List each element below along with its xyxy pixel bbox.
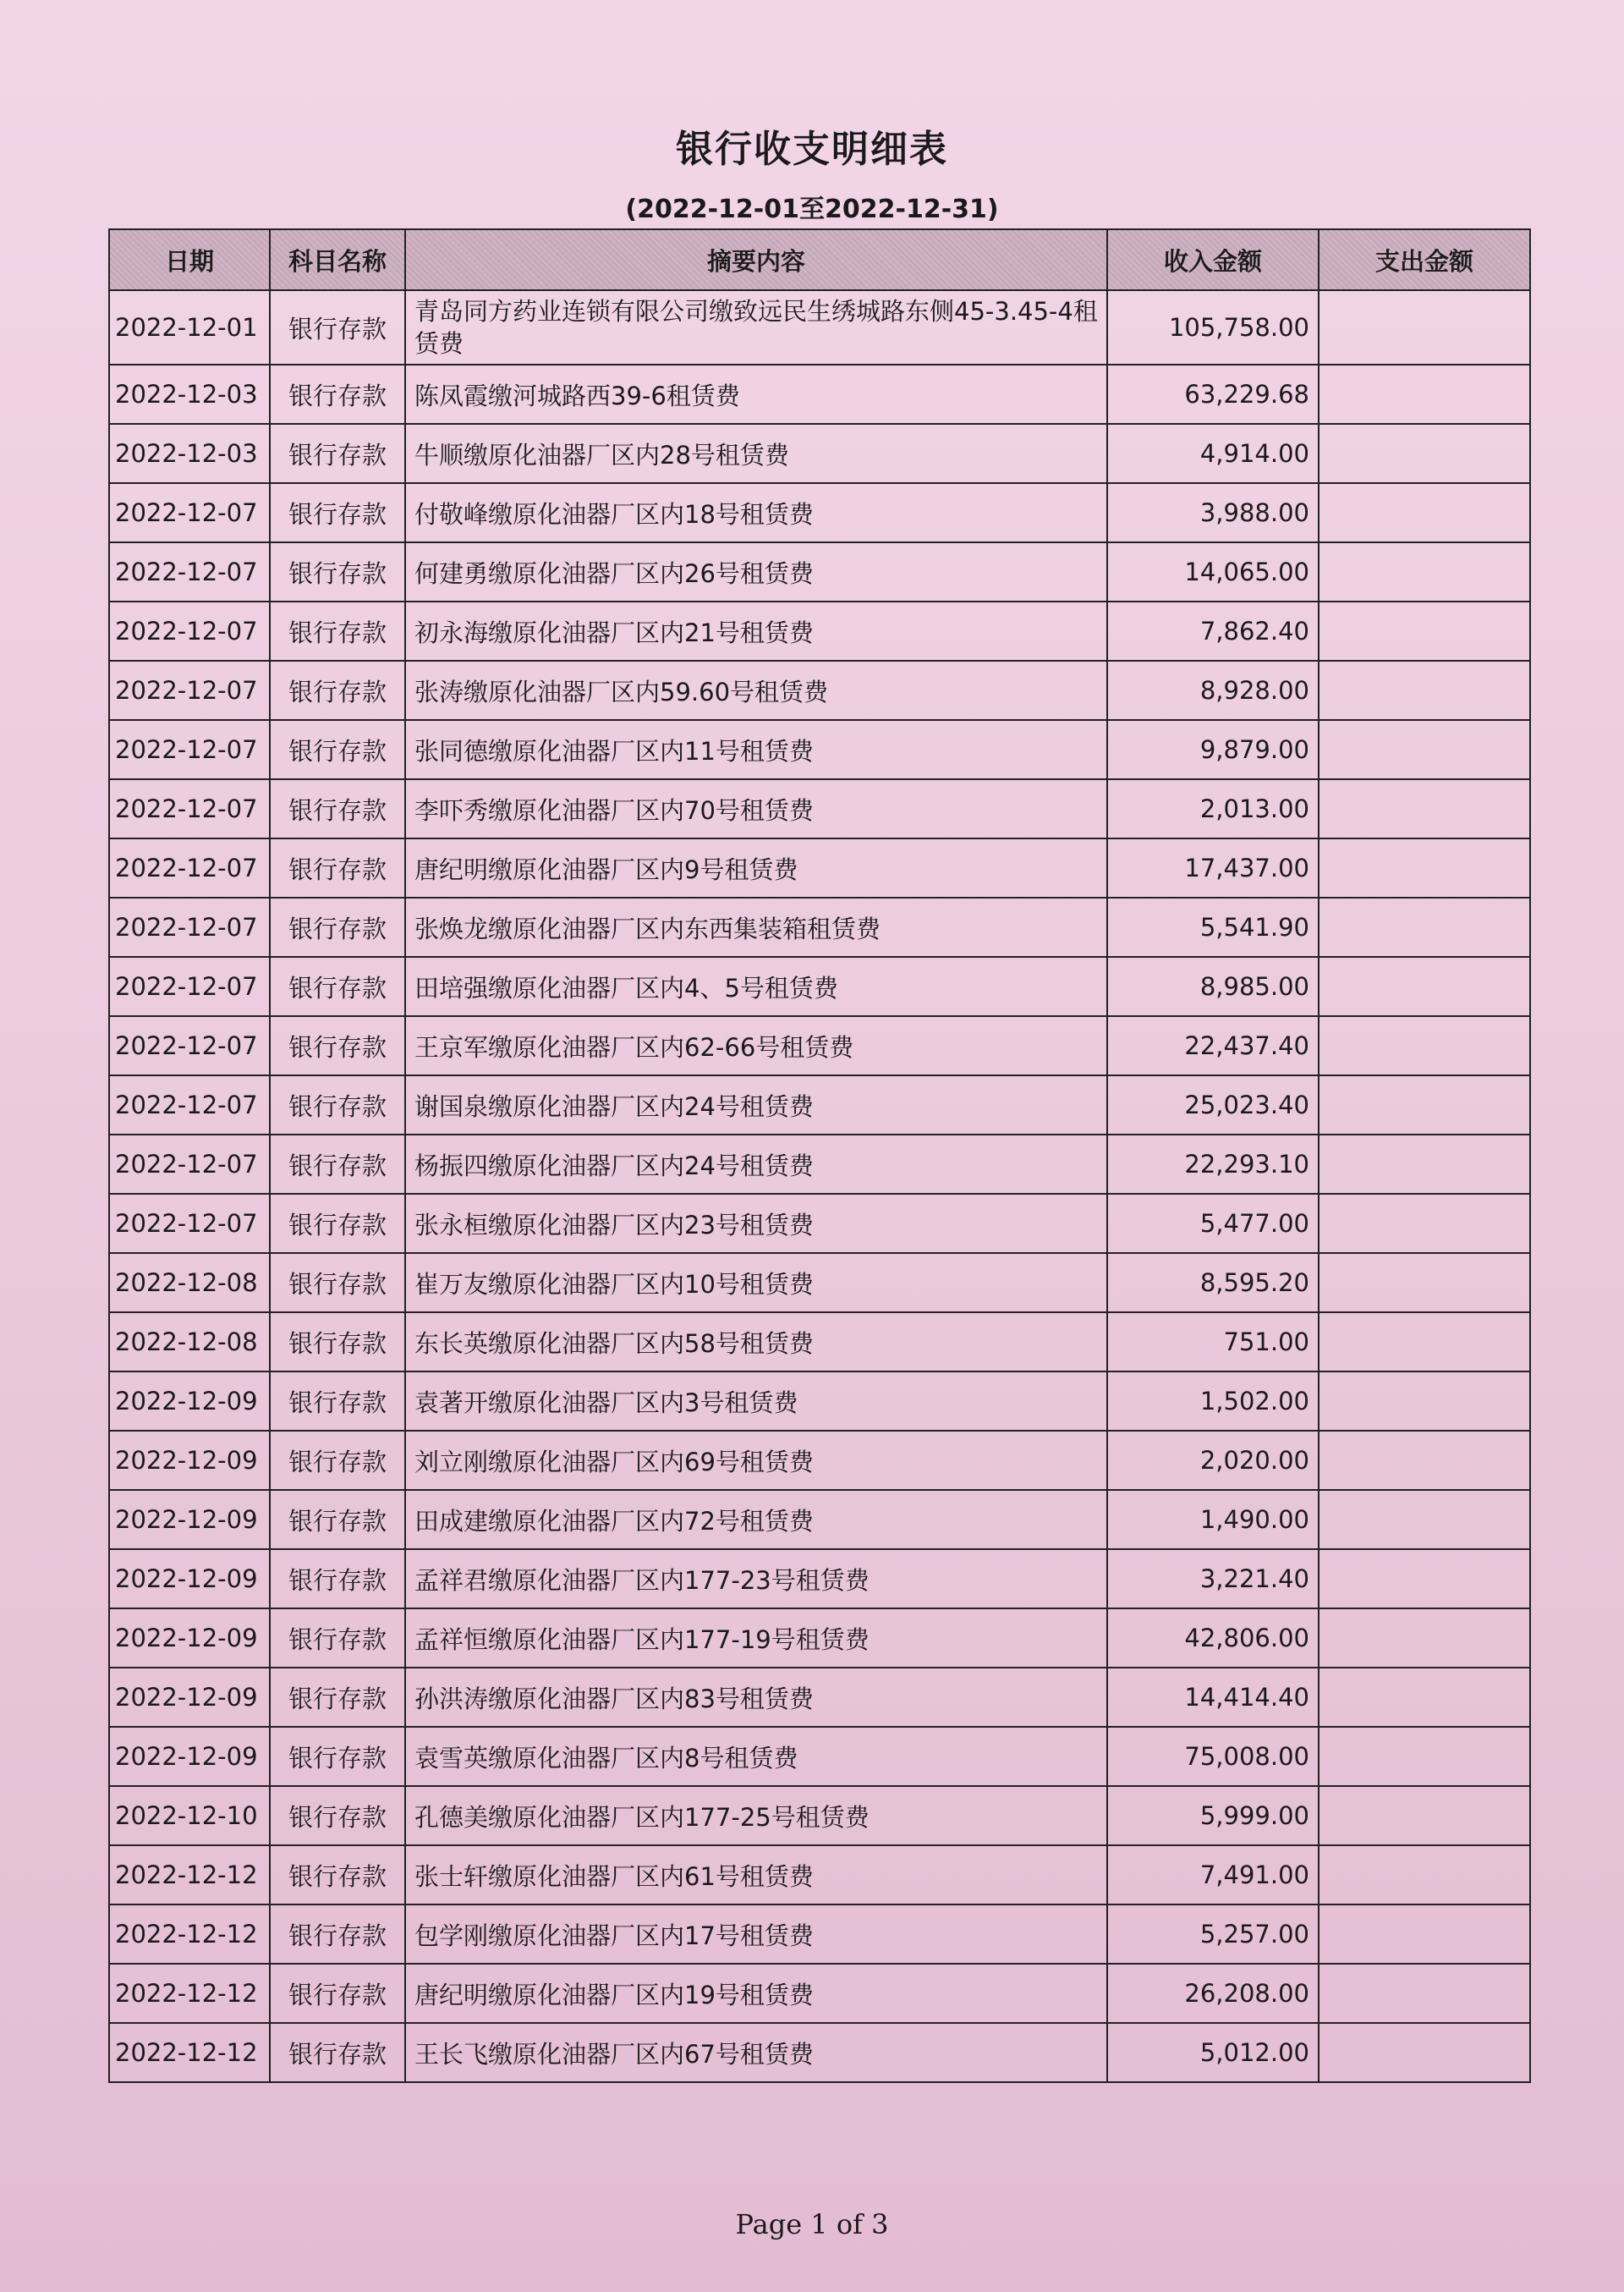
cell-summary: 李吓秀缴原化油器厂区内70号租赁费 — [405, 779, 1107, 838]
cell-date: 2022-12-09 — [109, 1549, 270, 1608]
table-row — [109, 290, 1530, 365]
cell-income: 22,293.10 — [1107, 1135, 1319, 1194]
table-row — [109, 1075, 1530, 1135]
cell-summary: 何建勇缴原化油器厂区内26号租赁费 — [405, 542, 1107, 602]
cell-date: 2022-12-09 — [109, 1727, 270, 1786]
cell-summary: 唐纪明缴原化油器厂区内9号租赁费 — [405, 838, 1107, 898]
cell-income: 22,437.40 — [1107, 1016, 1319, 1075]
header-income: 收入金额 — [1107, 229, 1319, 290]
cell-date: 2022-12-03 — [109, 365, 270, 424]
cell-summary: 牛顺缴原化油器厂区内28号租赁费 — [405, 424, 1107, 483]
cell-income: 1,490.00 — [1107, 1490, 1319, 1549]
cell-account: 银行存款 — [270, 1727, 405, 1786]
cell-expense — [1319, 1075, 1530, 1135]
cell-date: 2022-12-07 — [109, 483, 270, 542]
cell-expense — [1319, 1905, 1530, 1964]
cell-date: 2022-12-09 — [109, 1490, 270, 1549]
cell-date: 2022-12-07 — [109, 838, 270, 898]
cell-income: 8,928.00 — [1107, 661, 1319, 720]
table-row — [109, 1016, 1530, 1075]
cell-account: 银行存款 — [270, 483, 405, 542]
cell-income: 7,862.40 — [1107, 602, 1319, 661]
cell-income: 5,257.00 — [1107, 1905, 1319, 1964]
cell-summary: 田培强缴原化油器厂区内4、5号租赁费 — [405, 957, 1107, 1016]
cell-income: 105,758.00 — [1107, 290, 1319, 365]
cell-date: 2022-12-07 — [109, 602, 270, 661]
header-summary: 摘要内容 — [405, 229, 1107, 290]
cell-expense — [1319, 661, 1530, 720]
cell-income: 63,229.68 — [1107, 365, 1319, 424]
cell-account: 银行存款 — [270, 1194, 405, 1253]
table-row — [109, 661, 1530, 720]
cell-income: 75,008.00 — [1107, 1727, 1319, 1786]
document-title: 银行收支明细表 — [676, 128, 948, 171]
cell-account: 银行存款 — [270, 542, 405, 602]
cell-summary: 陈凤霞缴河城路西39-6租赁费 — [405, 365, 1107, 424]
cell-account: 银行存款 — [270, 1905, 405, 1964]
cell-income: 4,914.00 — [1107, 424, 1319, 483]
cell-summary: 袁雪英缴原化油器厂区内8号租赁费 — [405, 1727, 1107, 1786]
cell-expense — [1319, 1135, 1530, 1194]
cell-summary: 东长英缴原化油器厂区内58号租赁费 — [405, 1312, 1107, 1371]
table-row — [109, 1549, 1530, 1608]
cell-date: 2022-12-08 — [109, 1312, 270, 1371]
cell-date: 2022-12-07 — [109, 779, 270, 838]
table-header-row — [109, 229, 1530, 290]
cell-date: 2022-12-09 — [109, 1371, 270, 1431]
table-row — [109, 483, 1530, 542]
cell-expense — [1319, 290, 1530, 365]
cell-expense — [1319, 365, 1530, 424]
cell-income: 5,541.90 — [1107, 898, 1319, 957]
cell-account: 银行存款 — [270, 1016, 405, 1075]
table-row — [109, 779, 1530, 838]
table-row — [109, 1668, 1530, 1727]
cell-date: 2022-12-07 — [109, 898, 270, 957]
table-row — [109, 1194, 1530, 1253]
cell-summary: 田成建缴原化油器厂区内72号租赁费 — [405, 1490, 1107, 1549]
table-row — [109, 1431, 1530, 1490]
cell-expense — [1319, 1194, 1530, 1253]
cell-date: 2022-12-07 — [109, 957, 270, 1016]
cell-summary: 孟祥恒缴原化油器厂区内177-19号租赁费 — [405, 1608, 1107, 1668]
cell-summary: 孔德美缴原化油器厂区内177-25号租赁费 — [405, 1786, 1107, 1845]
cell-account: 银行存款 — [270, 290, 405, 365]
cell-income: 8,985.00 — [1107, 957, 1319, 1016]
table-row — [109, 2023, 1530, 2082]
cell-account: 银行存款 — [270, 1786, 405, 1845]
cell-expense — [1319, 1727, 1530, 1786]
cell-date: 2022-12-07 — [109, 1075, 270, 1135]
table-row — [109, 1845, 1530, 1905]
cell-date: 2022-12-03 — [109, 424, 270, 483]
cell-expense — [1319, 720, 1530, 779]
cell-date: 2022-12-12 — [109, 1905, 270, 1964]
cell-income: 25,023.40 — [1107, 1075, 1319, 1135]
table-row — [109, 1786, 1530, 1845]
cell-account: 银行存款 — [270, 1312, 405, 1371]
date-range-subtitle: (2022-12-01至2022-12-31) — [625, 195, 999, 224]
header-account: 科目名称 — [270, 229, 405, 290]
table-row — [109, 1964, 1530, 2023]
cell-expense — [1319, 1253, 1530, 1312]
cell-account: 银行存款 — [270, 957, 405, 1016]
cell-summary: 张永桓缴原化油器厂区内23号租赁费 — [405, 1194, 1107, 1253]
cell-account: 银行存款 — [270, 1431, 405, 1490]
table-row — [109, 1371, 1530, 1431]
cell-date: 2022-12-09 — [109, 1608, 270, 1668]
cell-account: 银行存款 — [270, 602, 405, 661]
cell-income: 42,806.00 — [1107, 1608, 1319, 1668]
cell-summary: 唐纪明缴原化油器厂区内19号租赁费 — [405, 1964, 1107, 2023]
cell-income: 5,999.00 — [1107, 1786, 1319, 1845]
cell-income: 14,414.40 — [1107, 1668, 1319, 1727]
table-row — [109, 1312, 1530, 1371]
cell-summary: 孟祥君缴原化油器厂区内177-23号租赁费 — [405, 1549, 1107, 1608]
cell-account: 银行存款 — [270, 1371, 405, 1431]
cell-date: 2022-12-07 — [109, 720, 270, 779]
cell-account: 银行存款 — [270, 1549, 405, 1608]
cell-expense — [1319, 1608, 1530, 1668]
cell-expense — [1319, 424, 1530, 483]
ledger-table — [108, 228, 1531, 2083]
cell-date: 2022-12-07 — [109, 1016, 270, 1075]
cell-date: 2022-12-09 — [109, 1668, 270, 1727]
cell-account: 银行存款 — [270, 1668, 405, 1727]
cell-account: 银行存款 — [270, 1964, 405, 2023]
cell-date: 2022-12-09 — [109, 1431, 270, 1490]
cell-account: 银行存款 — [270, 2023, 405, 2082]
cell-date: 2022-12-01 — [109, 290, 270, 365]
cell-summary: 初永海缴原化油器厂区内21号租赁费 — [405, 602, 1107, 661]
cell-summary: 付敬峰缴原化油器厂区内18号租赁费 — [405, 483, 1107, 542]
table-row — [109, 957, 1530, 1016]
cell-expense — [1319, 1845, 1530, 1905]
cell-summary: 青岛同方药业连锁有限公司缴致远民生绣城路东侧45-3.45-4租赁费 — [405, 290, 1107, 365]
table-row — [109, 898, 1530, 957]
cell-income: 9,879.00 — [1107, 720, 1319, 779]
cell-summary: 张焕龙缴原化油器厂区内东西集装箱租赁费 — [405, 898, 1107, 957]
table-row — [109, 1135, 1530, 1194]
header-expense: 支出金额 — [1319, 229, 1530, 290]
table-row — [109, 542, 1530, 602]
table-row — [109, 424, 1530, 483]
cell-income: 5,012.00 — [1107, 2023, 1319, 2082]
table-row — [109, 720, 1530, 779]
cell-date: 2022-12-07 — [109, 1135, 270, 1194]
cell-summary: 谢国泉缴原化油器厂区内24号租赁费 — [405, 1075, 1107, 1135]
cell-expense — [1319, 838, 1530, 898]
cell-expense — [1319, 1786, 1530, 1845]
cell-date: 2022-12-08 — [109, 1253, 270, 1312]
cell-account: 银行存款 — [270, 365, 405, 424]
cell-summary: 杨振四缴原化油器厂区内24号租赁费 — [405, 1135, 1107, 1194]
cell-expense — [1319, 1668, 1530, 1727]
cell-summary: 王京军缴原化油器厂区内62-66号租赁费 — [405, 1016, 1107, 1075]
cell-summary: 包学刚缴原化油器厂区内17号租赁费 — [405, 1905, 1107, 1964]
cell-account: 银行存款 — [270, 838, 405, 898]
cell-account: 银行存款 — [270, 720, 405, 779]
cell-date: 2022-12-12 — [109, 1845, 270, 1905]
cell-summary: 刘立刚缴原化油器厂区内69号租赁费 — [405, 1431, 1107, 1490]
cell-expense — [1319, 483, 1530, 542]
table-row — [109, 365, 1530, 424]
cell-expense — [1319, 1016, 1530, 1075]
cell-income: 17,437.00 — [1107, 838, 1319, 898]
table-body — [109, 290, 1530, 2082]
cell-account: 银行存款 — [270, 1845, 405, 1905]
table-row — [109, 1608, 1530, 1668]
cell-date: 2022-12-10 — [109, 1786, 270, 1845]
cell-summary: 张涛缴原化油器厂区内59.60号租赁费 — [405, 661, 1107, 720]
cell-account: 银行存款 — [270, 1135, 405, 1194]
cell-expense — [1319, 779, 1530, 838]
cell-date: 2022-12-07 — [109, 661, 270, 720]
table-row — [109, 1905, 1530, 1964]
cell-summary: 崔万友缴原化油器厂区内10号租赁费 — [405, 1253, 1107, 1312]
cell-date: 2022-12-12 — [109, 1964, 270, 2023]
table-row — [109, 838, 1530, 898]
cell-expense — [1319, 1371, 1530, 1431]
cell-expense — [1319, 957, 1530, 1016]
cell-date: 2022-12-07 — [109, 1194, 270, 1253]
cell-income: 7,491.00 — [1107, 1845, 1319, 1905]
table-row — [109, 1490, 1530, 1549]
cell-income: 26,208.00 — [1107, 1964, 1319, 2023]
cell-summary: 张士轩缴原化油器厂区内61号租赁费 — [405, 1845, 1107, 1905]
cell-income: 751.00 — [1107, 1312, 1319, 1371]
cell-expense — [1319, 1964, 1530, 2023]
cell-expense — [1319, 2023, 1530, 2082]
cell-account: 银行存款 — [270, 1253, 405, 1312]
cell-expense — [1319, 542, 1530, 602]
cell-income: 8,595.20 — [1107, 1253, 1319, 1312]
cell-summary: 张同德缴原化油器厂区内11号租赁费 — [405, 720, 1107, 779]
cell-date: 2022-12-12 — [109, 2023, 270, 2082]
cell-summary: 王长飞缴原化油器厂区内67号租赁费 — [405, 2023, 1107, 2082]
cell-income: 1,502.00 — [1107, 1371, 1319, 1431]
cell-income: 5,477.00 — [1107, 1194, 1319, 1253]
cell-summary: 孙洪涛缴原化油器厂区内83号租赁费 — [405, 1668, 1107, 1727]
cell-expense — [1319, 602, 1530, 661]
cell-account: 银行存款 — [270, 1608, 405, 1668]
cell-expense — [1319, 1490, 1530, 1549]
table-row — [109, 1253, 1530, 1312]
cell-income: 3,221.40 — [1107, 1549, 1319, 1608]
cell-summary: 袁著开缴原化油器厂区内3号租赁费 — [405, 1371, 1107, 1431]
cell-expense — [1319, 1312, 1530, 1371]
table-row — [109, 602, 1530, 661]
cell-income: 2,020.00 — [1107, 1431, 1319, 1490]
page-number: Page 1 of 3 — [735, 2208, 889, 2240]
cell-account: 银行存款 — [270, 661, 405, 720]
cell-expense — [1319, 1431, 1530, 1490]
cell-account: 银行存款 — [270, 1075, 405, 1135]
cell-income: 3,988.00 — [1107, 483, 1319, 542]
cell-expense — [1319, 1549, 1530, 1608]
header-date: 日期 — [109, 229, 270, 290]
table-row — [109, 1727, 1530, 1786]
cell-expense — [1319, 898, 1530, 957]
cell-account: 银行存款 — [270, 898, 405, 957]
cell-income: 14,065.00 — [1107, 542, 1319, 602]
cell-income: 2,013.00 — [1107, 779, 1319, 838]
cell-account: 银行存款 — [270, 779, 405, 838]
cell-account: 银行存款 — [270, 1490, 405, 1549]
cell-account: 银行存款 — [270, 424, 405, 483]
cell-date: 2022-12-07 — [109, 542, 270, 602]
